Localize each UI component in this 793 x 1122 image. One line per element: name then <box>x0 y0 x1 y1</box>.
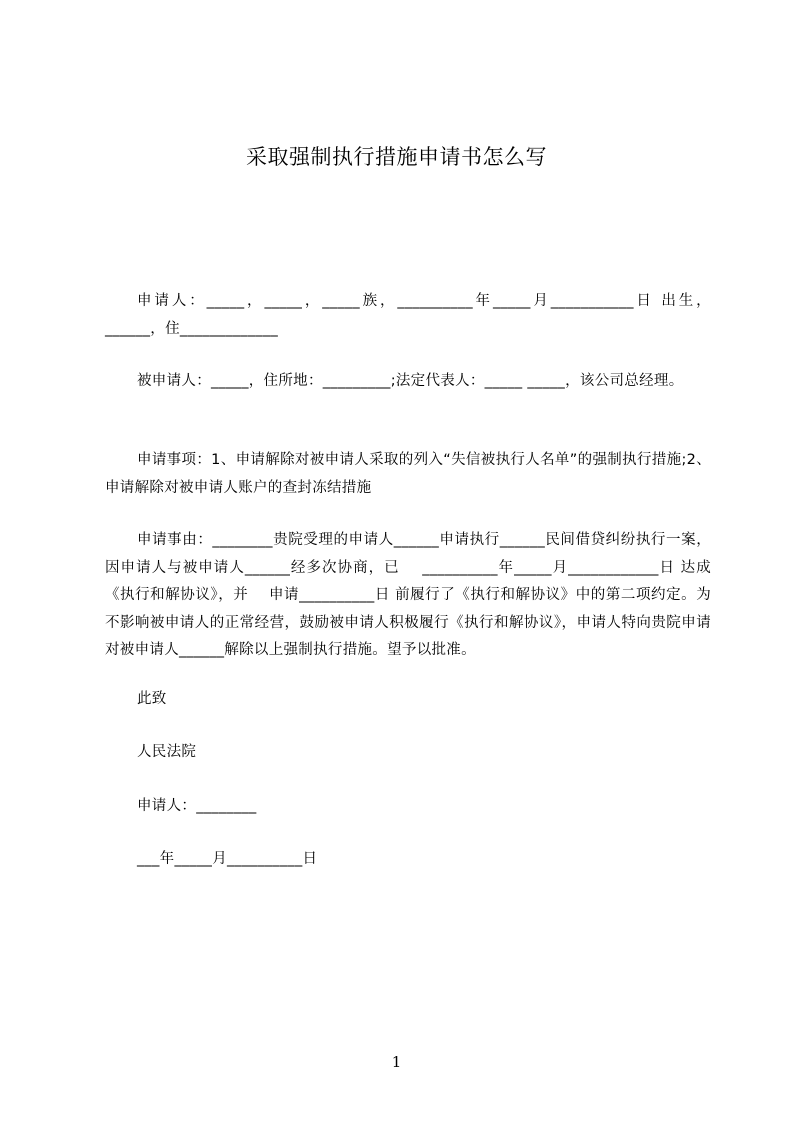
signature-line: 申请人：________ <box>137 798 257 814</box>
request-items-paragraph: 申请事项：1、申请解除对被申请人采取的列入“失信被执行人名单”的强制执行措施;2、申请解除对被申请人账户的查封冻结措施 <box>105 452 711 496</box>
applicant-paragraph: 申请人：_____，_____，_____族，__________年_____月___________日 出生，______，住_____________ <box>105 293 711 337</box>
document-title: 采取强制执行措施申请书怎么写 <box>246 145 547 169</box>
closing-salutation: 此致 <box>137 691 167 707</box>
court-name: 人民法院 <box>137 744 197 760</box>
reason-paragraph: 申请事由：________贵院受理的申请人______申请执行______民间借贷纠纷执行一案，因申请人与被申请人______经多次协商，已 __________年_____月____________日 达成《执行和解协议》，并 申请__________日 前履行了《执行和解协议》中的第二项约定。为不影响被申请人的正常经营，鼓励被申请人积极履行《执行和解协议》，申请人特向贵院申请对被申请人______解除以上强制执行措施。望予以批准。 <box>105 532 711 658</box>
respondent-paragraph: 被申请人：_____，住所地：_________;法定代表人：_____ _____，该公司总经理。 <box>137 373 684 389</box>
page-number: 1 <box>391 1053 402 1071</box>
date-line: ___年_____月__________日 <box>137 851 318 867</box>
